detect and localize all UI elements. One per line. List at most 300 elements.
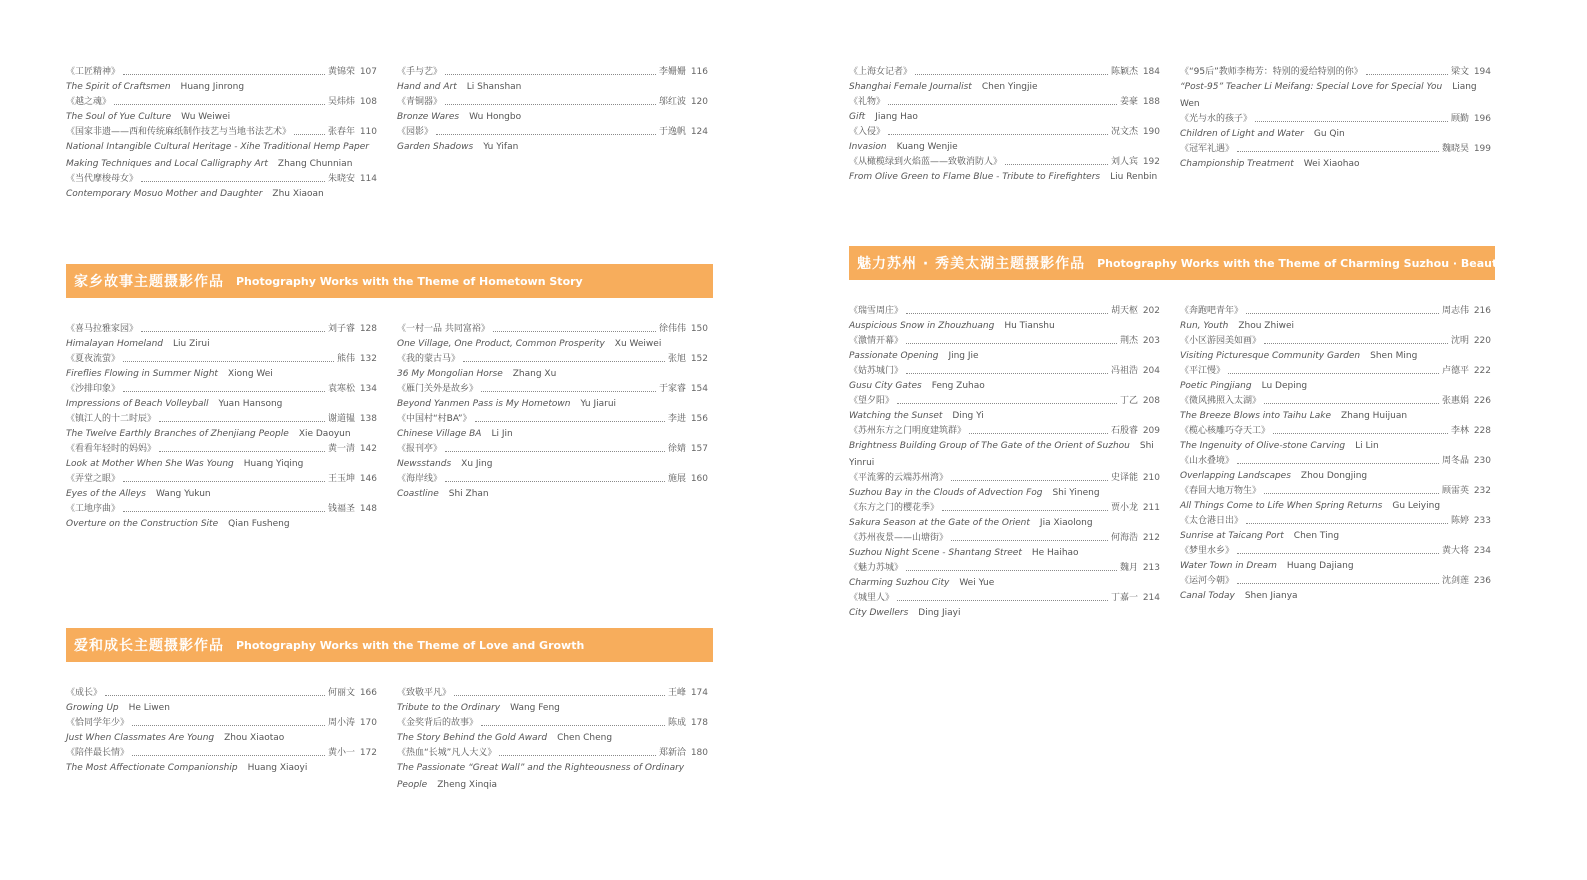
toc-entry-cn-line <box>66 503 377 515</box>
toc-entry-cn-line <box>849 532 1160 544</box>
work-title-cn: 《瑞雪周庄》 <box>849 306 904 316</box>
toc-entry-en-line <box>397 109 708 126</box>
author-cn: 丁乙 <box>1119 396 1138 406</box>
author-cn: 何海浩 <box>1110 533 1138 543</box>
work-title-en: Sunrise at Taicang Port <box>1180 531 1284 541</box>
toc-entry-en-line <box>397 760 708 794</box>
toc-entry-cn-line <box>1180 395 1491 407</box>
author-en: Xu Weiwei <box>614 339 662 349</box>
author-cn: 冯祖浩 <box>1110 366 1138 376</box>
dot-leader <box>942 510 1108 511</box>
toc-entry-en-line <box>1180 498 1491 515</box>
author-cn: 丁嘉一 <box>1110 593 1138 603</box>
page-number: 180 <box>690 748 708 758</box>
toc-entry-cn-line <box>849 472 1160 484</box>
page-number: 154 <box>690 384 708 394</box>
dot-leader <box>1255 121 1448 122</box>
work-title-cn: 《沙排印象》 <box>66 384 121 394</box>
dot-leader <box>141 181 325 182</box>
author-en: Zhang Huijuan <box>1340 411 1408 421</box>
work-title-en: The Ingenuity of Olive-stone Carving <box>1180 441 1346 451</box>
toc-column-a1 <box>66 66 377 203</box>
author-cn: 朱晓安 <box>327 174 355 184</box>
toc-entry <box>397 687 708 717</box>
toc-entry-en-line <box>397 426 708 443</box>
work-title-en: The Story Behind the Gold Award <box>397 733 548 743</box>
dot-leader <box>1273 433 1448 434</box>
toc-entry-en-line <box>66 139 377 173</box>
work-title-en: The Passionate “Great Wall” and the Righteousness of Ordinary People <box>397 763 685 790</box>
toc-entry-cn-line <box>1180 335 1491 347</box>
dot-leader <box>114 104 325 105</box>
toc-entry-en-line <box>849 378 1160 395</box>
work-title-cn: 《陪伴最长情》 <box>66 748 130 758</box>
work-title-en: Eyes of the Alleys <box>66 489 146 499</box>
page-number: 236 <box>1473 576 1491 586</box>
dot-leader <box>1005 164 1108 165</box>
toc-entry-cn-line <box>66 443 377 455</box>
dot-leader <box>951 540 1108 541</box>
author-cn: 袁寒松 <box>327 384 355 394</box>
toc-entry-en-line <box>849 318 1160 335</box>
toc-entry-cn-line <box>397 717 708 729</box>
toc-entry-en-line <box>1180 528 1491 545</box>
toc-entry-cn-line <box>66 383 377 395</box>
toc-entry-en-line <box>66 700 377 717</box>
author-en: Huang Jinrong <box>180 82 245 92</box>
toc-entry-cn-line <box>849 305 1160 317</box>
toc-entry-en-line <box>66 456 377 473</box>
page-number: 202 <box>1142 306 1160 316</box>
toc-entry-en-line <box>66 730 377 747</box>
toc-entry-cn-line <box>397 473 708 485</box>
page-number: 220 <box>1473 336 1491 346</box>
toc-entry <box>1180 575 1491 605</box>
banner-title-cn: 爱和成长主题摄影作品 <box>74 638 224 654</box>
work-title-cn: 《热血“长城”凡人大义》 <box>397 748 497 758</box>
toc-entry-cn-line <box>1180 425 1491 437</box>
work-title-en: One Village, One Product, Common Prosperity <box>397 339 605 349</box>
toc-entry <box>397 413 708 443</box>
work-title-cn: 《苏州夜景——山塘街》 <box>849 533 949 543</box>
author-cn: 于家睿 <box>658 384 686 394</box>
author-en: Shi Yineng <box>1052 488 1100 498</box>
dot-leader <box>123 361 334 362</box>
author-cn: 熊伟 <box>336 354 355 364</box>
page-number: 203 <box>1142 336 1160 346</box>
work-title-en: Overture on the Construction Site <box>66 519 219 529</box>
toc-entry-en-line <box>397 486 708 503</box>
dot-leader <box>915 74 1108 75</box>
work-title-en: City Dwellers <box>849 608 909 618</box>
work-title-cn: 《夏夜流萤》 <box>66 354 121 364</box>
author-cn: 胡天枢 <box>1110 306 1138 316</box>
dot-leader <box>481 391 656 392</box>
page-number: 148 <box>359 504 377 514</box>
dot-leader <box>906 313 1108 314</box>
work-title-cn: 《园影》 <box>397 127 434 137</box>
author-en: Xu Jing <box>461 459 493 469</box>
work-title-en: Fireflies Flowing in Summer Night <box>66 369 218 379</box>
toc-entry <box>849 395 1160 425</box>
toc-entry <box>66 126 377 173</box>
dot-leader <box>141 331 325 332</box>
toc-entry-en-line <box>397 366 708 383</box>
section-banner-love-growth <box>66 628 713 662</box>
work-title-en: Visiting Picturesque Community Garden <box>1180 351 1361 361</box>
author-cn: 黄锦荣 <box>327 67 355 77</box>
banner-title-cn: 魅力苏州 · 秀美太湖主题摄影作品 <box>857 256 1086 272</box>
toc-entry-cn-line <box>66 126 377 138</box>
toc-entry-en-line <box>849 605 1160 622</box>
toc-entry-cn-line <box>1180 545 1491 557</box>
work-title-cn: 《弄堂之眼》 <box>66 474 121 484</box>
author-cn: 何丽文 <box>327 688 355 698</box>
dot-leader <box>463 361 665 362</box>
dot-leader <box>132 725 325 726</box>
work-title-cn: 《太仓港日出》 <box>1180 516 1244 526</box>
page-number: 209 <box>1142 426 1160 436</box>
page-number: 184 <box>1142 67 1160 77</box>
page-number: 170 <box>359 718 377 728</box>
toc-entry-cn-line <box>66 413 377 425</box>
work-title-cn: 《手与艺》 <box>397 67 443 77</box>
dot-leader <box>493 331 656 332</box>
work-title-cn: 《礼物》 <box>849 97 886 107</box>
author-en: He Haihao <box>1031 548 1079 558</box>
work-title-cn: 《榄心核雕巧夺天工》 <box>1180 426 1271 436</box>
banner-title-en: Photography Works with the Theme of Charming Suzhou · Beautiful Taihu Lake <box>1097 256 1587 270</box>
page-number: 196 <box>1473 114 1491 124</box>
toc-entry-cn-line <box>1180 485 1491 497</box>
work-title-en: Sakura Season at the Gate of the Orient <box>849 518 1030 528</box>
page-number: 178 <box>690 718 708 728</box>
author-cn: 魏晓昊 <box>1441 144 1469 154</box>
toc-entry-en-line <box>66 79 377 96</box>
author-cn: 顾勤 <box>1450 114 1469 124</box>
work-title-en: The Spirit of Craftsmen <box>66 82 171 92</box>
work-title-cn: 《姑苏城门》 <box>849 366 904 376</box>
dot-leader <box>1237 151 1439 152</box>
author-en: Shi Zhan <box>448 489 489 499</box>
toc-entry <box>1180 545 1491 575</box>
page-number: 233 <box>1473 516 1491 526</box>
author-en: Huang Xiaoyi <box>247 763 308 773</box>
author-cn: 贾小龙 <box>1110 503 1138 513</box>
author-en: Wei Yue <box>959 578 995 588</box>
author-en: Zhou Xiaotao <box>224 733 285 743</box>
author-en: Yuan Hansong <box>218 399 283 409</box>
toc-entry-cn-line <box>397 687 708 699</box>
page-number: 172 <box>359 748 377 758</box>
work-title-cn: 《运河今朝》 <box>1180 576 1235 586</box>
page-number: 114 <box>359 174 377 184</box>
author-cn: 李林 <box>1450 426 1469 436</box>
page-number: 116 <box>690 67 708 77</box>
author-en: Li Jin <box>491 429 513 439</box>
author-cn: 卢德平 <box>1441 366 1469 376</box>
author-en: Ding Yi <box>952 411 984 421</box>
toc-entry-cn-line <box>397 413 708 425</box>
work-title-en: Chinese Village BA <box>397 429 482 439</box>
dot-leader <box>132 755 325 756</box>
toc-entry <box>849 66 1160 96</box>
toc-entry-en-line <box>397 336 708 353</box>
toc-entry-cn-line <box>66 173 377 185</box>
author-cn: 史译能 <box>1110 473 1138 483</box>
work-title-cn: 《金奖背后的故事》 <box>397 718 479 728</box>
author-cn: 王玉坤 <box>327 474 355 484</box>
work-title-cn: 《喜马拉雅家园》 <box>66 324 139 334</box>
work-title-en: Hand and Art <box>397 82 457 92</box>
toc-column-a2 <box>397 66 708 156</box>
work-title-cn: 《工地序曲》 <box>66 504 121 514</box>
dot-leader <box>1237 553 1439 554</box>
toc-entry-cn-line <box>66 66 377 78</box>
author-cn: 顾雷英 <box>1441 486 1469 496</box>
toc-entry-en-line <box>397 79 708 96</box>
toc-entry-cn-line <box>66 473 377 485</box>
author-cn: 徐婧 <box>667 444 686 454</box>
dot-leader <box>1228 373 1439 374</box>
work-title-en: Suzhou Bay in the Clouds of Advection Fog <box>849 488 1043 498</box>
toc-entry-cn-line <box>1180 305 1491 317</box>
toc-entry <box>849 532 1160 562</box>
work-title-en: Newsstands <box>397 459 452 469</box>
page-number: 152 <box>690 354 708 364</box>
work-title-cn: 《恰同学年少》 <box>66 718 130 728</box>
page-number: 166 <box>359 688 377 698</box>
author-cn: 周冬晶 <box>1441 456 1469 466</box>
author-en: Liang Wen <box>1180 82 1477 109</box>
work-title-cn: 《春回大地万物生》 <box>1180 486 1262 496</box>
toc-entry-cn-line <box>849 562 1160 574</box>
page-number: 150 <box>690 324 708 334</box>
dot-leader <box>294 134 325 135</box>
toc-entry-cn-line <box>849 395 1160 407</box>
toc-column-d1 <box>849 66 1160 186</box>
toc-entry-cn-line <box>397 443 708 455</box>
toc-entry-en-line <box>1180 318 1491 335</box>
work-title-cn: 《从橄榄绿到火焰蓝——致敬消防人》 <box>849 157 1003 167</box>
author-cn: 钱福圣 <box>327 504 355 514</box>
toc-entry <box>66 66 377 96</box>
section-banner-suzhou-taihu <box>849 246 1587 280</box>
author-cn: 况文杰 <box>1110 127 1138 137</box>
toc-entry <box>397 323 708 353</box>
toc-entry <box>66 717 377 747</box>
author-en: Yu Jiarui <box>580 399 617 409</box>
dot-leader <box>105 695 325 696</box>
author-cn: 荆杰 <box>1119 336 1138 346</box>
toc-entry-cn-line <box>66 747 377 759</box>
author-en: Ding Jiayi <box>918 608 961 618</box>
dot-leader <box>897 600 1108 601</box>
toc-entry-cn-line <box>849 502 1160 514</box>
work-title-en: Run, Youth <box>1180 321 1229 331</box>
toc-entry <box>397 473 708 503</box>
toc-entry <box>1180 425 1491 455</box>
toc-entry-cn-line <box>1180 455 1491 467</box>
author-cn: 刘人宾 <box>1110 157 1138 167</box>
page-number: 211 <box>1142 503 1160 513</box>
work-title-cn: 《上海女记者》 <box>849 67 913 77</box>
author-en: Huang Yiqing <box>243 459 304 469</box>
toc-entry <box>1180 66 1491 113</box>
work-title-cn: 《东方之门的樱花季》 <box>849 503 940 513</box>
dot-leader <box>897 403 1117 404</box>
toc-entry <box>1180 485 1491 515</box>
work-title-en: Look at Mother When She Was Young <box>66 459 234 469</box>
work-title-cn: 《一村一品 共同富裕》 <box>397 324 490 334</box>
author-cn: 沈剑莲 <box>1441 576 1469 586</box>
dot-leader <box>951 480 1108 481</box>
author-en: Kuang Wenjie <box>896 142 958 152</box>
author-cn: 陈成 <box>667 718 686 728</box>
toc-column-b2 <box>397 323 708 503</box>
toc-entry <box>1180 113 1491 143</box>
page-number: 142 <box>359 444 377 454</box>
toc-entry-cn-line <box>1180 365 1491 377</box>
toc-entry <box>397 383 708 413</box>
banner-title-en: Photography Works with the Theme of Love and Growth <box>236 638 585 652</box>
work-title-cn: 《微风拂照入太湖》 <box>1180 396 1262 406</box>
toc-entry <box>397 443 708 473</box>
author-en: Zhou Zhiwei <box>1238 321 1295 331</box>
toc-entry-en-line <box>397 700 708 717</box>
toc-entry <box>397 717 708 747</box>
work-title-en: “Post-95” Teacher Li Meifang: Special Love for Special You <box>1180 82 1443 92</box>
work-title-en: Charming Suzhou City <box>849 578 950 588</box>
work-title-cn: 《镇江人的十二时辰》 <box>66 414 157 424</box>
toc-entry <box>66 747 377 777</box>
author-cn: 张春年 <box>327 127 355 137</box>
work-title-cn: 《冠军礼遇》 <box>1180 144 1235 154</box>
dot-leader <box>906 343 1117 344</box>
dot-leader <box>1246 523 1448 524</box>
author-en: Wei Xiaohao <box>1303 159 1360 169</box>
work-title-en: Poetic Pingjiang <box>1180 381 1252 391</box>
author-en: He Liwen <box>128 703 170 713</box>
work-title-cn: 《成长》 <box>66 688 103 698</box>
toc-entry <box>849 592 1160 622</box>
work-title-cn: 《山水叠境》 <box>1180 456 1235 466</box>
toc-entry-en-line <box>66 516 377 533</box>
page-number: 110 <box>359 127 377 137</box>
author-cn: 张旭 <box>667 354 686 364</box>
toc-entry-en-line <box>1180 79 1491 113</box>
author-en: Li Lin <box>1355 441 1379 451</box>
toc-entry-cn-line <box>849 592 1160 604</box>
toc-entry <box>66 353 377 383</box>
work-title-cn: 《青铜器》 <box>397 97 443 107</box>
author-en: Gu Leiying <box>1392 501 1441 511</box>
toc-entry <box>1180 395 1491 425</box>
toc-entry <box>1180 143 1491 173</box>
dot-leader <box>1264 343 1448 344</box>
author-en: Shi Yinrui <box>849 441 1154 468</box>
toc-entry <box>66 413 377 443</box>
author-cn: 黄小一 <box>327 748 355 758</box>
work-title-en: Contemporary Mosuo Mother and Daughter <box>66 189 263 199</box>
page-number: 120 <box>690 97 708 107</box>
author-en: Zhou Dongjing <box>1300 471 1368 481</box>
toc-entry <box>66 173 377 203</box>
author-cn: 谢道韫 <box>327 414 355 424</box>
work-title-cn: 《入侵》 <box>849 127 886 137</box>
author-en: Wang Feng <box>510 703 560 713</box>
page-number: 204 <box>1142 366 1160 376</box>
toc-entry <box>66 96 377 126</box>
page-number: 138 <box>359 414 377 424</box>
page-number: 188 <box>1142 97 1160 107</box>
work-title-cn: 《当代摩梭母女》 <box>66 174 139 184</box>
toc-entry-en-line <box>66 486 377 503</box>
toc-entry <box>66 383 377 413</box>
work-title-cn: 《致敬平凡》 <box>397 688 452 698</box>
page-number: 216 <box>1473 306 1491 316</box>
toc-entry <box>66 687 377 717</box>
toc-entry <box>849 365 1160 395</box>
toc-entry <box>66 503 377 533</box>
author-en: Wu Hongbo <box>469 112 522 122</box>
dot-leader <box>123 391 325 392</box>
work-title-cn: 《中国村“村BA”》 <box>397 414 472 424</box>
work-title-cn: 《工匠精神》 <box>66 67 121 77</box>
author-en: Xie Daoyun <box>298 429 351 439</box>
toc-entry-en-line <box>849 515 1160 532</box>
page-number: 222 <box>1473 366 1491 376</box>
author-en: Wang Yukun <box>155 489 211 499</box>
toc-column-b1 <box>66 323 377 533</box>
work-title-cn: 《激情开幕》 <box>849 336 904 346</box>
toc-entry <box>397 353 708 383</box>
toc-entry-cn-line <box>849 365 1160 377</box>
toc-entry-cn-line <box>849 66 1160 78</box>
toc-entry-en-line <box>1180 378 1491 395</box>
toc-entry-cn-line <box>66 323 377 335</box>
toc-entry <box>1180 515 1491 545</box>
toc-entry-cn-line <box>1180 113 1491 125</box>
author-en: Qian Fusheng <box>228 519 290 529</box>
author-en: Liu Zirui <box>172 339 210 349</box>
work-title-en: Bronze Wares <box>397 112 460 122</box>
toc-entry-cn-line <box>849 156 1160 168</box>
toc-entry <box>1180 365 1491 395</box>
toc-entry-en-line <box>66 186 377 203</box>
dot-leader <box>1237 463 1439 464</box>
toc-column-c2 <box>397 687 708 794</box>
page-number: 107 <box>359 67 377 77</box>
work-title-en: Shanghai Female Journalist <box>849 82 972 92</box>
author-cn: 李进 <box>667 414 686 424</box>
toc-entry-en-line <box>1180 438 1491 455</box>
toc-entry-en-line <box>1180 126 1491 143</box>
toc-entry-cn-line <box>1180 515 1491 527</box>
page-number: 228 <box>1473 426 1491 436</box>
author-cn: 施展 <box>667 474 686 484</box>
author-en: Jia Xiaolong <box>1039 518 1093 528</box>
dot-leader <box>969 433 1108 434</box>
toc-entry <box>397 66 708 96</box>
work-title-cn: 《看看年轻时的妈妈》 <box>66 444 157 454</box>
work-title-en: Beyond Yanmen Pass is My Hometown <box>397 399 571 409</box>
toc-entry-en-line <box>849 109 1160 126</box>
page-number: 134 <box>359 384 377 394</box>
toc-entry-en-line <box>1180 558 1491 575</box>
work-title-en: Brightness Building Group of The Gate of the Orient of Suzhou <box>849 441 1130 451</box>
toc-entry-cn-line <box>1180 575 1491 587</box>
